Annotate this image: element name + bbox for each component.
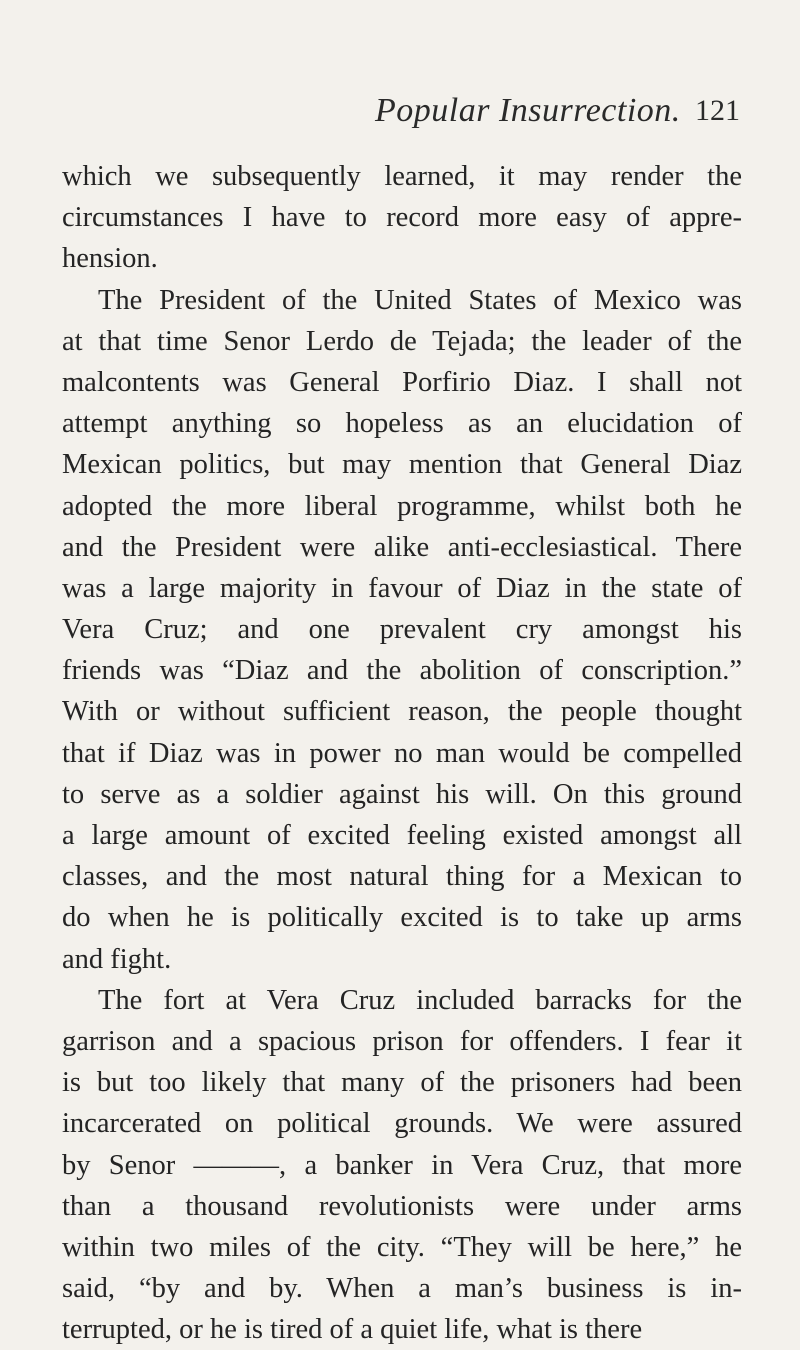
text-line: and the President were alike anti-ecclesiastical. There bbox=[62, 531, 742, 563]
paragraph bbox=[62, 156, 742, 280]
body-text bbox=[62, 156, 742, 1350]
text-line: was a large majority in favour of Diaz in the state of bbox=[62, 572, 742, 604]
text-line: With or without sufficient reason, the people thought bbox=[62, 696, 742, 728]
text-line: within two miles of the city. “They will be here,” he bbox=[62, 1231, 742, 1263]
running-title: Popular Insurrection. bbox=[375, 92, 681, 129]
text-line: at that time Senor Lerdo de Tejada; the leader of the bbox=[62, 325, 742, 357]
text-line: adopted the more liberal programme, whilst both he bbox=[62, 490, 742, 522]
text-line: that if Diaz was in power no man would be compelled bbox=[62, 737, 742, 769]
text-line: The fort at Vera Cruz included barracks for the bbox=[98, 984, 742, 1016]
text-line: friends was “Diaz and the abolition of conscription.” bbox=[62, 655, 742, 687]
text-line: to serve as a soldier against his will. On this ground bbox=[62, 778, 742, 810]
text-line: terrupted, or he is tired of a quiet life, what is there bbox=[62, 1314, 643, 1346]
paragraph bbox=[62, 980, 742, 1350]
text-line: Vera Cruz; and one prevalent cry amongst his bbox=[62, 614, 742, 646]
text-line: than a thousand revolutionists were under arms bbox=[62, 1190, 742, 1222]
text-line: incarcerated on political grounds. We were assured bbox=[62, 1108, 742, 1140]
text-line: malcontents was General Porfirio Diaz. I shall not bbox=[62, 366, 742, 398]
text-line: is but too likely that many of the prisoners had been bbox=[62, 1067, 742, 1099]
text-line: which we subsequently learned, it may render the bbox=[62, 161, 742, 192]
paragraph bbox=[62, 280, 742, 980]
text-line: circumstances I have to record more easy of appre- bbox=[62, 202, 742, 234]
text-line: a large amount of excited feeling existed amongst all bbox=[62, 820, 742, 851]
text-line: garrison and a spacious prison for offenders. I fear it bbox=[62, 1025, 742, 1057]
text-line: and fight. bbox=[62, 943, 172, 975]
text-line: classes, and the most natural thing for a Mexican to bbox=[62, 861, 742, 893]
text-line: attempt anything so hopeless as an elucidation of bbox=[62, 408, 742, 440]
text-line: said, “by and by. When a man’s business is in- bbox=[62, 1273, 742, 1305]
running-head bbox=[0, 92, 800, 132]
page-number: 121 bbox=[695, 94, 740, 127]
text-line: The President of the United States of Mexico was bbox=[98, 284, 742, 316]
text-line: hension. bbox=[62, 243, 158, 275]
text-line: do when he is politically excited is to take up arms bbox=[62, 902, 742, 934]
text-line: by Senor ———, a banker in Vera Cruz, that more bbox=[62, 1149, 742, 1181]
text-line: Mexican politics, but may mention that General Diaz bbox=[62, 449, 742, 481]
